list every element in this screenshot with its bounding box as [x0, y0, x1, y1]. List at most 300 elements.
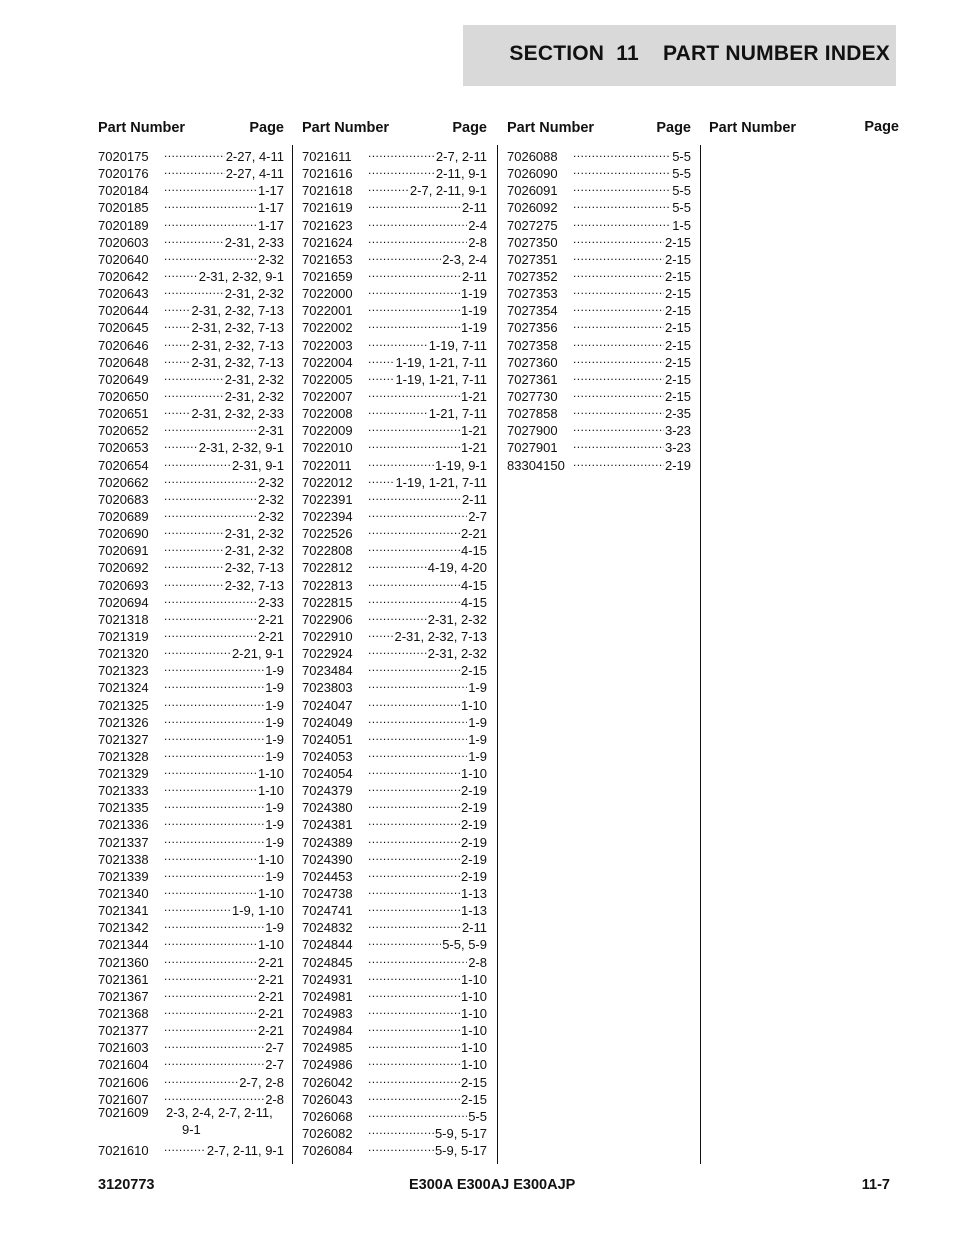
page-refs: 4-15 — [460, 543, 487, 559]
page-refs: 2-31, 2-32, 7-13 — [191, 354, 284, 370]
part-number: 7021325 — [98, 697, 149, 713]
entry-list — [507, 144, 691, 473]
leader-dots — [368, 1087, 460, 1104]
page-refs: 2-31, 2-33 — [224, 234, 284, 250]
part-number: 7020683 — [98, 491, 149, 507]
part-number: 7027901 — [507, 440, 558, 456]
part-number: 7024844 — [302, 937, 353, 953]
part-number: 7026090 — [507, 166, 558, 182]
leader-dots — [164, 641, 231, 658]
page-refs: 2-15 — [664, 371, 691, 387]
part-number: 7020650 — [98, 388, 149, 404]
leader-dots — [573, 161, 671, 178]
leader-dots — [368, 435, 460, 452]
leader-dots — [164, 401, 190, 418]
part-number: 7024051 — [302, 731, 353, 747]
part-number-heading: Part Number — [709, 120, 797, 136]
leader-dots — [164, 1070, 238, 1087]
part-number: 7021618 — [302, 183, 353, 199]
part-number: 7022000 — [302, 286, 353, 302]
leader-dots — [368, 812, 460, 829]
page-refs: 1-9 — [265, 731, 284, 747]
page-refs: 1-9 — [265, 817, 284, 833]
leader-dots — [164, 710, 264, 727]
part-number: 7026043 — [302, 1091, 353, 1107]
leader-dots — [368, 830, 460, 847]
leader-dots — [164, 1035, 264, 1052]
index-entry — [98, 1138, 284, 1159]
leader-dots — [164, 915, 264, 932]
page-refs: 2-31, 2-32 — [224, 371, 284, 387]
leader-dots — [368, 350, 394, 367]
page-refs: 1-17 — [257, 183, 284, 199]
page-refs: 1-9 — [265, 834, 284, 850]
page-refs: 1-9, 1-10 — [231, 903, 284, 919]
page-refs: 2-31, 2-32, 7-13 — [191, 320, 284, 336]
part-number: 7024053 — [302, 748, 353, 764]
leader-dots — [573, 178, 671, 195]
page-refs: 2-32, 7-13 — [224, 577, 284, 593]
leader-dots — [368, 710, 467, 727]
page-refs: 2-31, 2-32, 7-13 — [191, 337, 284, 353]
page-refs: 1-21 — [460, 440, 487, 456]
part-number: 7021361 — [98, 971, 149, 987]
part-number: 7021611 — [302, 149, 352, 164]
page-refs: 1-10 — [460, 971, 487, 987]
leader-dots — [164, 967, 257, 984]
part-number: 7020184 — [98, 183, 149, 199]
leader-dots — [164, 144, 225, 161]
footer-models: E300A E300AJ E300AJP — [409, 1177, 576, 1193]
page-refs: 1-9 — [265, 663, 284, 679]
leader-dots — [368, 693, 460, 710]
page-refs: 2-19 — [460, 834, 487, 850]
part-number: 7022813 — [302, 577, 353, 593]
part-number: 7021368 — [98, 1006, 149, 1022]
page-refs: 1-19 — [460, 286, 487, 302]
part-number: 7024981 — [302, 988, 353, 1004]
part-number: 7022001 — [302, 303, 353, 319]
part-number: 7022009 — [302, 423, 353, 439]
page-refs: 2-8 — [265, 1091, 284, 1107]
page-refs: 1-10 — [257, 851, 284, 867]
page-refs: 2-15 — [664, 388, 691, 404]
leader-dots — [368, 1121, 434, 1138]
leader-dots — [573, 315, 664, 332]
part-number: 7021341 — [98, 903, 149, 919]
leader-dots — [368, 521, 460, 538]
page-refs: 2-32 — [257, 251, 284, 267]
leader-dots — [368, 281, 460, 298]
leader-dots — [573, 453, 664, 470]
page-refs: 2-7 — [468, 508, 487, 524]
leader-dots — [368, 573, 460, 590]
part-number: 7020176 — [98, 166, 149, 182]
column-header — [507, 120, 691, 144]
column-divider — [497, 145, 498, 1164]
part-number: 7021339 — [98, 868, 149, 884]
leader-dots — [368, 298, 460, 315]
footer-doc-number: 3120773 — [98, 1177, 155, 1193]
part-number: 7022924 — [302, 646, 353, 662]
leader-dots — [573, 367, 664, 384]
part-number: 7020642 — [98, 268, 149, 284]
part-number: 7021336 — [98, 817, 149, 833]
leader-dots — [573, 384, 664, 401]
part-number: 7020189 — [98, 217, 149, 233]
page-refs: 2-33 — [257, 594, 284, 610]
leader-dots — [368, 624, 393, 641]
page-refs: 2-7 — [265, 1057, 284, 1073]
leader-dots — [573, 230, 664, 247]
part-number: 7021616 — [302, 166, 353, 182]
leader-dots — [368, 1035, 460, 1052]
page-refs: 1-10 — [257, 886, 284, 902]
part-number: 7021653 — [302, 251, 353, 267]
leader-dots — [368, 950, 467, 967]
part-number: 7022808 — [302, 543, 353, 559]
page-refs: 1-19, 1-21, 7-11 — [395, 371, 487, 387]
part-number: 7021604 — [98, 1057, 149, 1073]
leader-dots — [164, 504, 257, 521]
leader-dots — [164, 847, 257, 864]
leader-dots — [368, 178, 409, 195]
leader-dots — [368, 144, 435, 161]
leader-dots — [164, 950, 257, 967]
leader-dots — [164, 778, 257, 795]
page-refs: 5-5 — [672, 183, 691, 199]
part-number: 7021324 — [98, 680, 149, 696]
leader-dots — [164, 470, 257, 487]
part-number: 7020603 — [98, 234, 149, 250]
part-number: 7021623 — [302, 217, 353, 233]
leader-dots — [368, 230, 467, 247]
part-number: 7021319 — [98, 628, 149, 644]
part-number: 7021624 — [302, 234, 353, 250]
leader-dots — [368, 213, 467, 230]
part-number: 7026091 — [507, 183, 558, 199]
leader-dots — [164, 744, 264, 761]
part-number: 7021328 — [98, 748, 149, 764]
part-number: 7021619 — [302, 200, 353, 216]
page-refs: 2-31, 2-32, 7-13 — [191, 303, 284, 319]
part-number-heading: Part Number — [507, 120, 595, 136]
part-number: 7021603 — [98, 1040, 149, 1056]
leader-dots — [368, 333, 428, 350]
page-refs: 1-19, 9-1 — [434, 457, 487, 473]
leader-dots — [368, 384, 460, 401]
page-refs: 1-9 — [265, 800, 284, 816]
part-number: 7020643 — [98, 286, 149, 302]
page-refs: 1-10 — [257, 937, 284, 953]
leader-dots — [368, 727, 467, 744]
page-refs: 2-11 — [461, 491, 487, 507]
leader-dots — [368, 795, 460, 812]
part-number: 83304150 — [507, 457, 565, 473]
page-refs: 2-11 — [461, 268, 487, 284]
page-refs: 3-23 — [664, 440, 691, 456]
page-refs: 2-11 — [461, 200, 487, 216]
leader-dots — [164, 693, 264, 710]
leader-dots — [164, 350, 190, 367]
part-number-heading: Part Number — [302, 120, 390, 136]
part-number: 7020648 — [98, 354, 149, 370]
page-refs: 2-21 — [460, 526, 487, 542]
part-number: 7021318 — [98, 611, 149, 627]
leader-dots — [164, 761, 257, 778]
part-number: 7021327 — [98, 731, 149, 747]
leader-dots — [573, 247, 664, 264]
page-refs: 3-23 — [664, 423, 691, 439]
leader-dots — [164, 161, 225, 178]
page-refs: 2-32, 7-13 — [224, 560, 284, 576]
page-heading: Page — [249, 120, 284, 136]
page-refs: 1-9 — [265, 680, 284, 696]
page-refs: 2-31, 9-1 — [231, 457, 284, 473]
page-refs: 2-31, 2-32, 9-1 — [198, 440, 284, 456]
part-number: 7024380 — [302, 800, 353, 816]
part-number: 7021320 — [98, 646, 149, 662]
leader-dots — [164, 658, 264, 675]
leader-dots — [164, 624, 257, 641]
page-refs: 1-9 — [265, 920, 284, 936]
part-number: 7021360 — [98, 954, 149, 970]
part-number: 7024986 — [302, 1057, 353, 1073]
page-refs: 4-15 — [460, 594, 487, 610]
part-number: 7020652 — [98, 423, 149, 439]
part-number: 7020640 — [98, 251, 149, 267]
page-refs: 2-8 — [468, 234, 487, 250]
leader-dots — [164, 984, 257, 1001]
leader-dots — [164, 590, 257, 607]
page-refs: 1-9 — [265, 748, 284, 764]
part-number: 7027730 — [507, 388, 558, 404]
entry-list — [302, 144, 487, 1159]
page-heading: Page — [864, 119, 899, 135]
page-refs: 1-17 — [257, 200, 284, 216]
index-entry — [98, 144, 284, 164]
leader-dots — [368, 418, 460, 435]
leader-dots — [164, 230, 224, 247]
part-number: 7021333 — [98, 783, 149, 799]
page-refs: 1-21, 7-11 — [428, 406, 487, 422]
leader-dots — [368, 1138, 434, 1155]
leader-dots — [164, 435, 198, 452]
leader-dots — [573, 435, 664, 452]
page-refs: 2-7 — [265, 1040, 284, 1056]
part-number: 7026092 — [507, 200, 558, 216]
part-number: 7026068 — [302, 1108, 353, 1124]
page-refs: 1-10 — [460, 988, 487, 1004]
page-refs: 5-5 — [468, 1108, 487, 1124]
leader-dots — [164, 573, 224, 590]
page-refs: 2-15 — [664, 320, 691, 336]
page-refs: 1-10 — [460, 697, 487, 713]
index-column-2 — [302, 120, 487, 1159]
part-number: 7020646 — [98, 337, 149, 353]
part-number: 7026088 — [507, 149, 558, 164]
part-number: 7024379 — [302, 783, 353, 799]
leader-dots — [164, 521, 224, 538]
leader-dots — [368, 401, 428, 418]
leader-dots — [164, 555, 224, 572]
page-refs: 1-10 — [460, 1006, 487, 1022]
part-number: 7021340 — [98, 886, 149, 902]
page-refs: 4-15 — [460, 577, 487, 593]
part-number: 7021323 — [98, 663, 149, 679]
leader-dots — [164, 1018, 257, 1035]
page-refs: 2-31, 2-32, 7-13 — [394, 628, 487, 644]
leader-dots — [164, 453, 231, 470]
page-refs: 2-31, 2-32 — [427, 646, 487, 662]
part-number: 7020185 — [98, 200, 149, 216]
part-number: 7022526 — [302, 526, 353, 542]
page-refs: 2-3, 2-4, 2-7, 2-11, — [166, 1104, 273, 1120]
part-number: 7024832 — [302, 920, 353, 936]
leader-dots — [164, 487, 257, 504]
index-entry — [302, 144, 487, 164]
index-entry — [507, 144, 691, 164]
part-number: 7027350 — [507, 234, 558, 250]
leader-dots — [573, 298, 664, 315]
part-number: 7023484 — [302, 663, 353, 679]
index-column-1 — [98, 120, 284, 1159]
leader-dots — [573, 144, 671, 161]
leader-dots — [164, 213, 257, 230]
part-number: 7021344 — [98, 937, 149, 953]
part-number: 7022002 — [302, 320, 353, 336]
page-refs: 1-10 — [460, 1023, 487, 1039]
page-refs: 2-3, 2-4 — [442, 251, 487, 267]
page-refs: 2-19 — [460, 800, 487, 816]
leader-dots — [573, 264, 664, 281]
part-number: 7024738 — [302, 886, 353, 902]
part-number: 7024984 — [302, 1023, 353, 1039]
leader-dots — [368, 487, 461, 504]
part-number: 7022010 — [302, 440, 353, 456]
page-refs: 1-10 — [460, 1040, 487, 1056]
leader-dots — [164, 830, 264, 847]
part-number: 7027900 — [507, 423, 558, 439]
leader-dots — [164, 727, 264, 744]
column-header — [709, 119, 898, 143]
page-refs: 2-31, 2-32, 2-33 — [191, 406, 284, 422]
part-number: 7020662 — [98, 474, 149, 490]
page-refs: 1-19, 1-21, 7-11 — [395, 474, 487, 490]
part-number: 7024453 — [302, 868, 353, 884]
part-number: 7024389 — [302, 834, 353, 850]
page-refs: 5-9, 5-17 — [434, 1143, 487, 1159]
page-refs: 2-27, 4-11 — [225, 166, 284, 182]
leader-dots — [368, 898, 460, 915]
page-refs: 1-9 — [468, 748, 487, 764]
part-number: 7020694 — [98, 594, 149, 610]
page-refs: 2-27, 4-11 — [225, 149, 284, 164]
part-number: 7027858 — [507, 406, 558, 422]
part-number: 7022910 — [302, 628, 353, 644]
leader-dots — [368, 932, 441, 949]
part-number: 7022007 — [302, 388, 353, 404]
leader-dots — [368, 967, 460, 984]
part-number: 7024381 — [302, 817, 353, 833]
footer-page-number: 11-7 — [861, 1177, 890, 1193]
part-number: 7021659 — [302, 268, 353, 284]
page-refs: 2-31, 2-32 — [224, 286, 284, 302]
leader-dots — [164, 795, 264, 812]
page-refs: 1-10 — [460, 1057, 487, 1073]
page-refs: 2-15 — [664, 286, 691, 302]
leader-dots — [573, 213, 671, 230]
leader-dots — [573, 418, 664, 435]
leader-dots — [368, 453, 434, 470]
leader-dots — [368, 590, 460, 607]
leader-dots — [573, 281, 664, 298]
column-divider — [700, 145, 701, 1164]
part-number: 7021335 — [98, 800, 149, 816]
part-number: 7027351 — [507, 251, 558, 267]
part-number: 7021607 — [98, 1091, 149, 1107]
part-number: 7027360 — [507, 354, 558, 370]
page-refs: 1-9 — [265, 714, 284, 730]
page-refs: 1-19, 7-11 — [428, 337, 487, 353]
leader-dots — [164, 675, 264, 692]
page-refs: 1-9 — [265, 868, 284, 884]
page-refs: 2-21 — [257, 1006, 284, 1022]
part-number: 7022812 — [302, 560, 353, 576]
leader-dots — [164, 298, 190, 315]
leader-dots — [164, 247, 257, 264]
page-refs: 1-10 — [257, 783, 284, 799]
leader-dots — [368, 761, 460, 778]
leader-dots — [368, 1001, 460, 1018]
leader-dots — [164, 333, 190, 350]
part-number: 7020654 — [98, 457, 149, 473]
entry-list — [98, 144, 284, 1159]
leader-dots — [164, 538, 224, 555]
page-refs: 2-15 — [460, 1074, 487, 1090]
page-refs: 1-10 — [460, 766, 487, 782]
part-number: 7024983 — [302, 1006, 353, 1022]
part-number: 7020691 — [98, 543, 149, 559]
page-refs: 2-4 — [468, 217, 487, 233]
index-column-3 — [507, 120, 691, 473]
part-number: 7020649 — [98, 371, 149, 387]
page-refs: 2-15 — [664, 354, 691, 370]
page-refs: 2-21 — [257, 1023, 284, 1039]
page-refs: 1-9 — [265, 697, 284, 713]
leader-dots — [164, 898, 231, 915]
leader-dots — [368, 1104, 467, 1121]
part-number: 7026082 — [302, 1126, 353, 1142]
part-number: 7024049 — [302, 714, 353, 730]
part-number: 7021326 — [98, 714, 149, 730]
page-refs: 2-15 — [664, 337, 691, 353]
leader-dots — [368, 1052, 460, 1069]
page-refs: 2-31, 2-32 — [427, 611, 487, 627]
leader-dots — [164, 1052, 264, 1069]
page-refs: 2-8 — [468, 954, 487, 970]
page-refs: 1-21 — [460, 388, 487, 404]
leader-dots — [164, 264, 198, 281]
page-refs: 2-11 — [461, 920, 487, 936]
page-refs: 2-7, 2-11, 9-1 — [206, 1143, 284, 1159]
part-number: 7022394 — [302, 508, 353, 524]
leader-dots — [164, 812, 264, 829]
part-number: 7024047 — [302, 697, 353, 713]
section-title: SECTION 11 PART NUMBER INDEX — [509, 42, 890, 65]
page-refs: 2-19 — [460, 851, 487, 867]
leader-dots — [368, 864, 460, 881]
